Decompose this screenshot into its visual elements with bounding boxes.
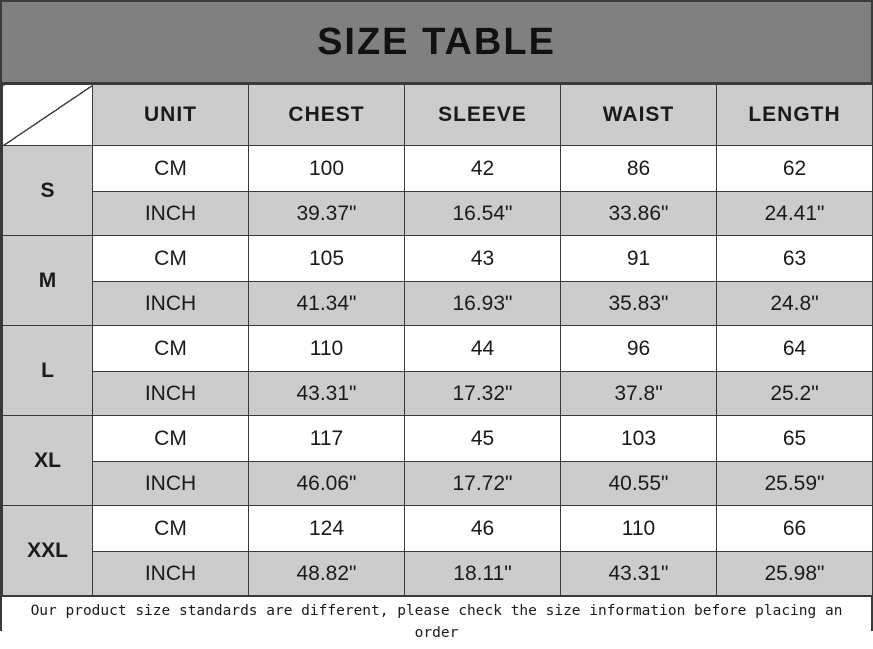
waist-value: 96 xyxy=(561,326,717,372)
waist-value: 35.83" xyxy=(561,282,717,326)
unit-cell: CM xyxy=(93,236,249,282)
table-row xyxy=(3,326,873,372)
footer-note xyxy=(2,596,871,649)
waist-value: 33.86" xyxy=(561,192,717,236)
table-row xyxy=(3,372,873,416)
size-label-xl: XL xyxy=(3,416,93,506)
unit-cell: INCH xyxy=(93,552,249,596)
length-value: 64 xyxy=(717,326,873,372)
table-row xyxy=(3,282,873,326)
sleeve-value: 46 xyxy=(405,506,561,552)
waist-value: 103 xyxy=(561,416,717,462)
table-row xyxy=(3,192,873,236)
chest-value: 124 xyxy=(249,506,405,552)
unit-cell: CM xyxy=(93,416,249,462)
table-body xyxy=(3,146,873,596)
length-value: 24.41" xyxy=(717,192,873,236)
length-value: 62 xyxy=(717,146,873,192)
length-value: 25.2" xyxy=(717,372,873,416)
chest-value: 105 xyxy=(249,236,405,282)
chest-value: 117 xyxy=(249,416,405,462)
column-header-unit: UNIT xyxy=(93,85,249,146)
corner-diagonal-cell xyxy=(3,85,93,146)
sleeve-value: 43 xyxy=(405,236,561,282)
sleeve-value: 17.32" xyxy=(405,372,561,416)
chest-value: 43.31" xyxy=(249,372,405,416)
waist-value: 43.31" xyxy=(561,552,717,596)
waist-value: 40.55" xyxy=(561,462,717,506)
chest-value: 48.82" xyxy=(249,552,405,596)
sleeve-value: 16.54" xyxy=(405,192,561,236)
size-label-xxl: XXL xyxy=(3,506,93,596)
sleeve-value: 18.11" xyxy=(405,552,561,596)
length-value: 25.59" xyxy=(717,462,873,506)
title-bar xyxy=(2,2,871,84)
table-row xyxy=(3,236,873,282)
length-value: 25.98" xyxy=(717,552,873,596)
length-value: 63 xyxy=(717,236,873,282)
chest-value: 39.37" xyxy=(249,192,405,236)
table-row xyxy=(3,506,873,552)
waist-value: 37.8" xyxy=(561,372,717,416)
size-table xyxy=(2,84,873,596)
header-row xyxy=(3,85,873,146)
unit-cell: CM xyxy=(93,506,249,552)
unit-cell: CM xyxy=(93,326,249,372)
column-header-waist: WAIST xyxy=(561,85,717,146)
waist-value: 86 xyxy=(561,146,717,192)
sleeve-value: 17.72" xyxy=(405,462,561,506)
unit-cell: INCH xyxy=(93,372,249,416)
table-header xyxy=(3,85,873,146)
size-label-l: L xyxy=(3,326,93,416)
sleeve-value: 44 xyxy=(405,326,561,372)
page-title: SIZE TABLE xyxy=(317,20,556,63)
column-header-chest: CHEST xyxy=(249,85,405,146)
waist-value: 91 xyxy=(561,236,717,282)
size-label-s: S xyxy=(3,146,93,236)
sleeve-value: 16.93" xyxy=(405,282,561,326)
table-row xyxy=(3,146,873,192)
table-row xyxy=(3,416,873,462)
unit-cell: INCH xyxy=(93,192,249,236)
sleeve-value: 45 xyxy=(405,416,561,462)
table-row xyxy=(3,552,873,596)
length-value: 65 xyxy=(717,416,873,462)
footer-note-text: Our product size standards are different, please check the size information before placing an order xyxy=(30,603,843,641)
chest-value: 110 xyxy=(249,326,405,372)
table-row xyxy=(3,462,873,506)
column-header-sleeve: SLEEVE xyxy=(405,85,561,146)
unit-cell: CM xyxy=(93,146,249,192)
chest-value: 46.06" xyxy=(249,462,405,506)
chest-value: 100 xyxy=(249,146,405,192)
chest-value: 41.34" xyxy=(249,282,405,326)
unit-cell: INCH xyxy=(93,282,249,326)
sleeve-value: 42 xyxy=(405,146,561,192)
unit-cell: INCH xyxy=(93,462,249,506)
waist-value: 110 xyxy=(561,506,717,552)
size-label-m: M xyxy=(3,236,93,326)
length-value: 24.8" xyxy=(717,282,873,326)
length-value: 66 xyxy=(717,506,873,552)
column-header-length: LENGTH xyxy=(717,85,873,146)
